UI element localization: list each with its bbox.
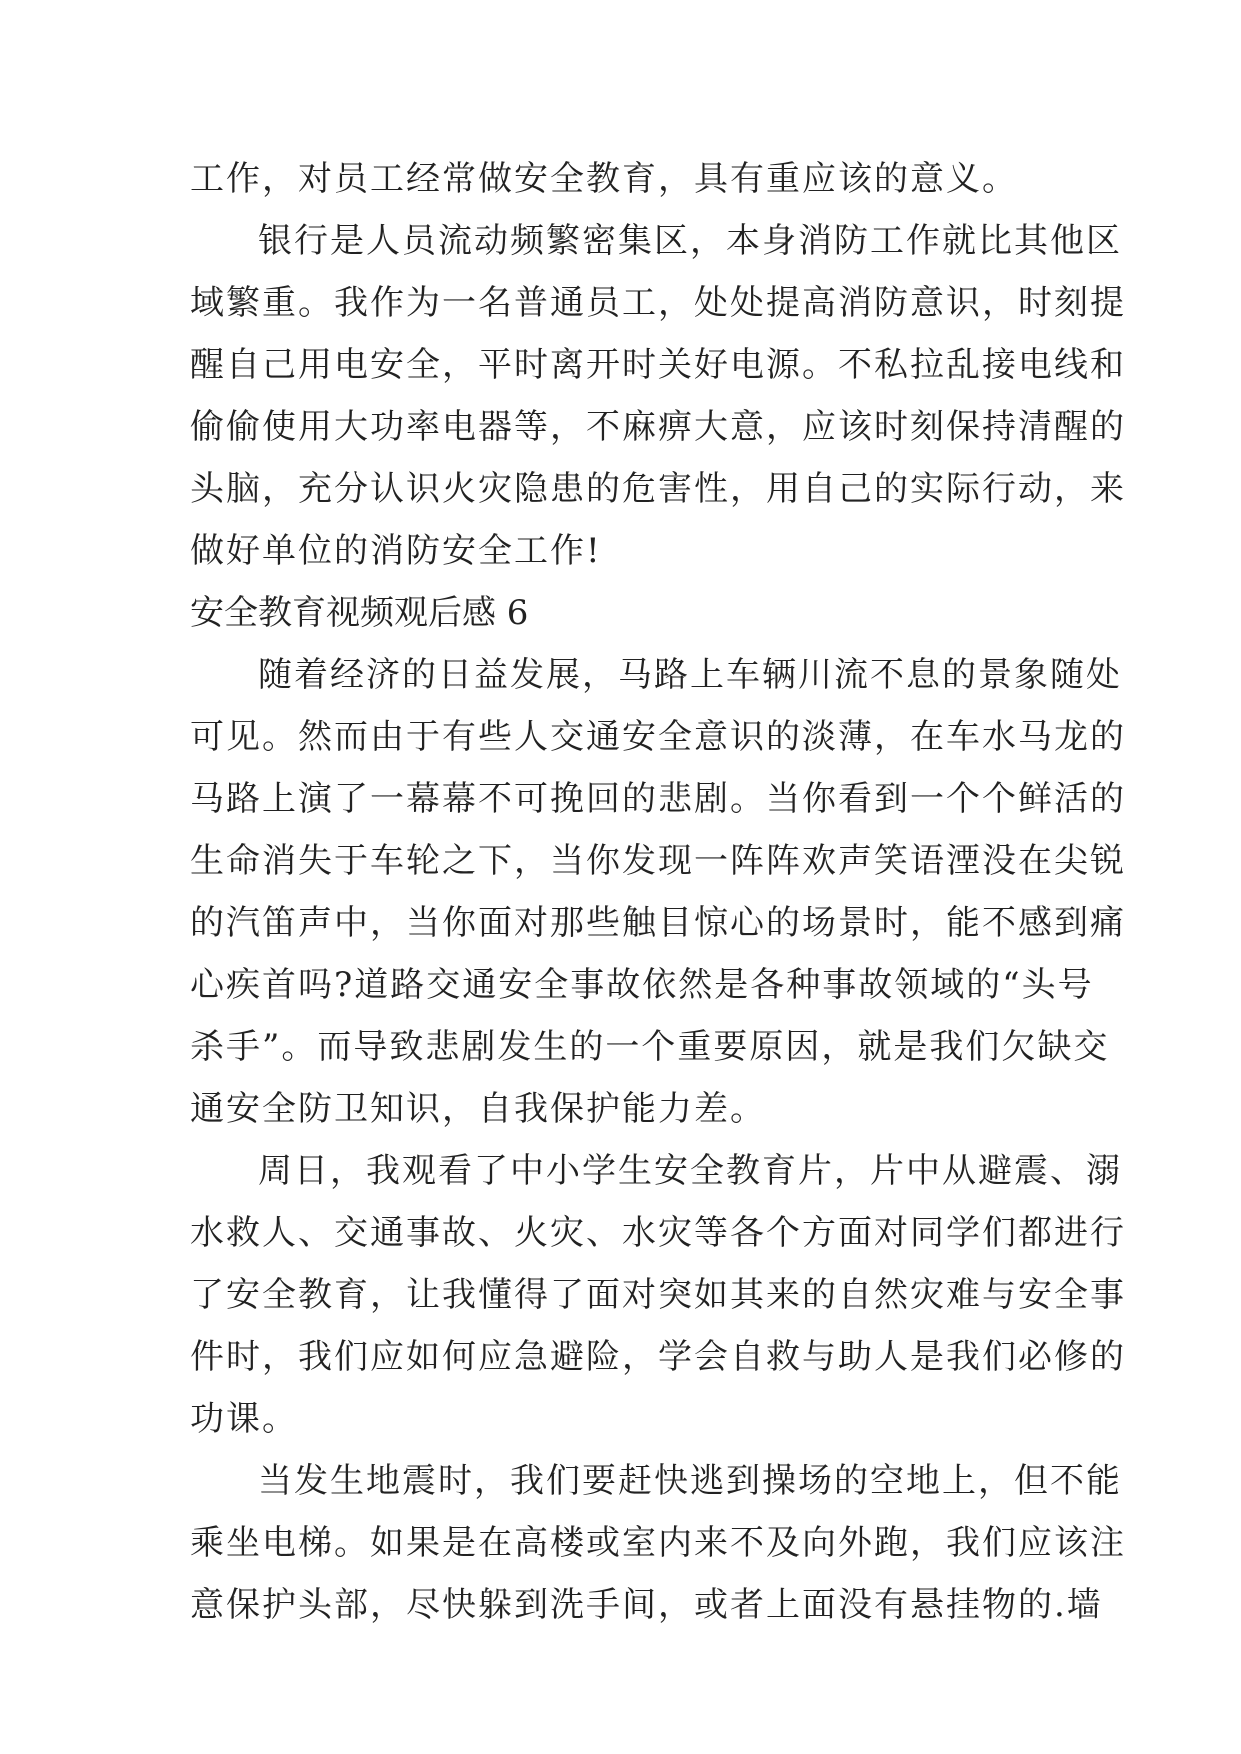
text-line: 乘坐电梯。如果是在高楼或室内来不及向外跑，我们应该注 (190, 1523, 1126, 1563)
text-line: 偷偷使用大功率电器等，不麻痹大意，应该时刻保持清醒的 (190, 407, 1126, 447)
text-line: 做好单位的消防安全工作! (190, 531, 602, 571)
text-line: 银行是人员流动频繁密集区，本身消防工作就比其他区 (258, 221, 1122, 261)
text-line: 功课。 (190, 1399, 298, 1439)
text-line: 水救人、交通事故、火灾、水灾等各个方面对同学们都进行 (190, 1213, 1126, 1253)
text-line: 头脑，充分认识火灾隐患的危害性，用自己的实际行动，来 (190, 469, 1126, 509)
text-line: 域繁重。我作为一名普通员工，处处提高消防意识，时刻提 (190, 283, 1126, 323)
text-line: 周日，我观看了中小学生安全教育片，片中从避震、溺 (258, 1151, 1122, 1191)
text-line: 醒自己用电安全，平时离开时关好电源。不私拉乱接电线和 (190, 345, 1126, 385)
text-line: 工作，对员工经常做安全教育，具有重应该的意义。 (190, 159, 1018, 199)
text-line: 可见。然而由于有些人交通安全意识的淡薄，在车水马龙的 (190, 717, 1126, 757)
document-body (190, 148, 1126, 1636)
text-line: 马路上演了一幕幕不可挽回的悲剧。当你看到一个个鲜活的 (190, 779, 1126, 819)
text-line: 的汽笛声中，当你面对那些触目惊心的场景时，能不感到痛 (190, 903, 1126, 943)
text-line: 了安全教育，让我懂得了面对突如其来的自然灾难与安全事 (190, 1275, 1126, 1315)
section-heading: 安全教育视频观后感 6 (190, 593, 529, 633)
text-line: 杀手”。而导致悲剧发生的一个重要原因，就是我们欠缺交 (190, 1027, 1110, 1067)
text-line: 意保护头部，尽快躲到洗手间，或者上面没有悬挂物的.墙 (190, 1585, 1103, 1625)
text-line: 当发生地震时，我们要赶快逃到操场的空地上，但不能 (258, 1461, 1122, 1501)
text-line: 通安全防卫知识，自我保护能力差。 (190, 1089, 766, 1129)
text-line: 生命消失于车轮之下，当你发现一阵阵欢声笑语湮没在尖锐 (190, 841, 1126, 881)
text-line: 随着经济的日益发展，马路上车辆川流不息的景象随处 (258, 655, 1122, 695)
text-line: 心疾首吗?道路交通安全事故依然是各种事故领域的“头号 (190, 965, 1094, 1005)
text-line: 件时，我们应如何应急避险，学会自救与助人是我们必修的 (190, 1337, 1126, 1377)
